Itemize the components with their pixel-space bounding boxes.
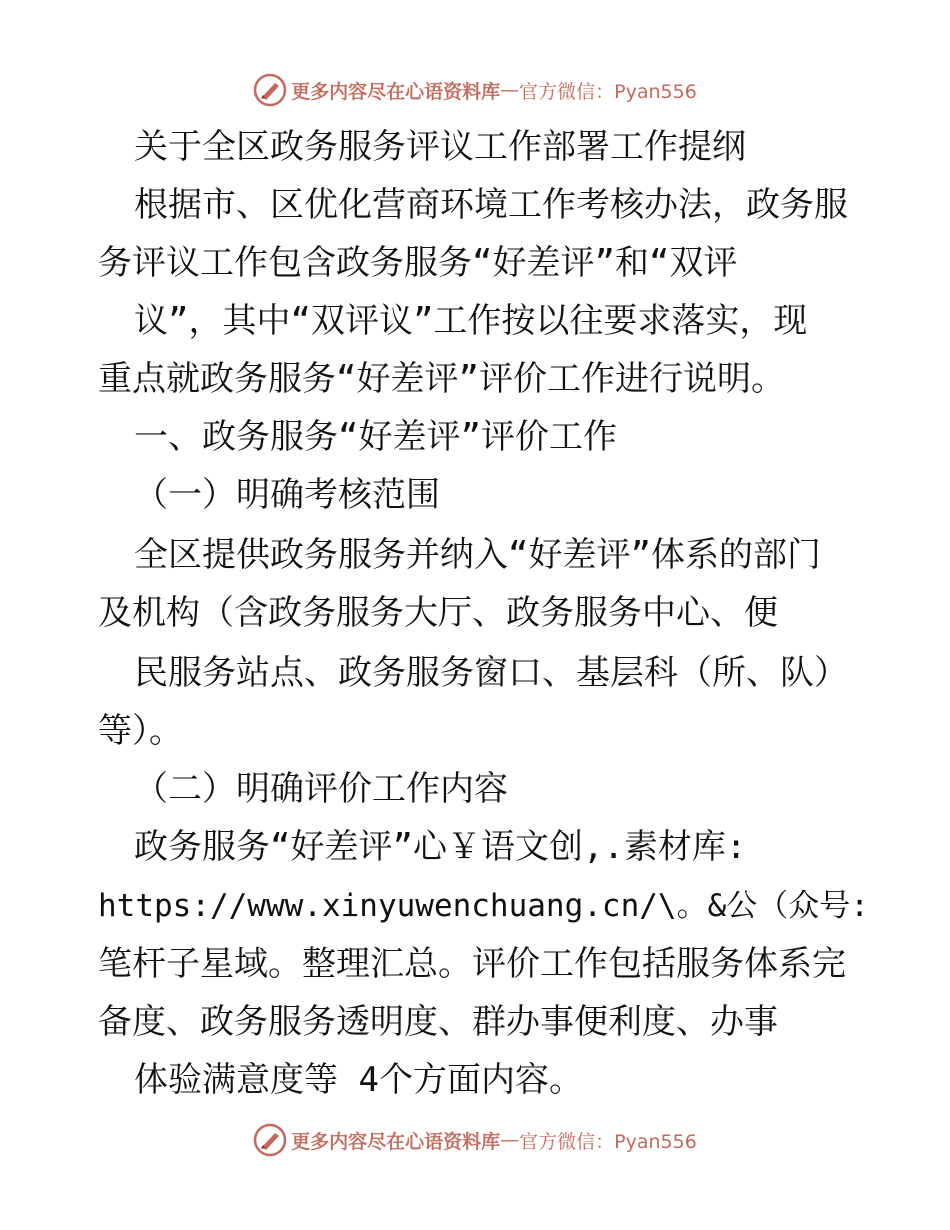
paragraph-line: https://www.xinyuwenchuang.cn/\。&公（众号: [98, 888, 869, 924]
subsection-heading: （一）明确考核范围 [134, 475, 440, 515]
paragraph-line: 体验满意度等 4个方面内容。 [134, 1060, 583, 1100]
paragraph-line: 及机构（含政务服务大厅、政务服务中心、便 [98, 593, 778, 633]
document-title: 关于全区政务服务评议工作部署工作提纲 [134, 127, 746, 167]
paragraph-line: 议”，其中“双评议”工作按以往要求落实，现 [134, 301, 808, 341]
watermark-separator: — [500, 79, 520, 101]
paragraph-line: 等）。 [98, 711, 183, 751]
paragraph-line: 备度、政务服务透明度、群办事便利度、办事 [98, 1002, 778, 1042]
subsection-heading: （二）明确评价工作内容 [134, 769, 508, 809]
paragraph-line: 政务服务“好差评”心￥语文创,.素材库: [134, 827, 747, 867]
watermark-banner-bottom [0, 1120, 950, 1160]
paragraph-line: 根据市、区优化营商环境工作考核办法，政务服 [134, 185, 848, 225]
section-heading: 一、政务服务“好差评”评价工作 [134, 417, 617, 457]
paragraph-line: 全区提供政务服务并纳入“好差评”体系的部门 [134, 535, 821, 575]
paragraph-line: 民服务站点、政务服务窗口、基层科（所、队） [134, 653, 848, 693]
watermark-main-text: 更多内容尽在心语资料库 [291, 80, 501, 103]
watermark-contact-text: 官方微信：Pyan556 [519, 1130, 697, 1153]
watermark-main-text: 更多内容尽在心语资料库 [291, 1130, 501, 1153]
watermark-separator: — [500, 1129, 520, 1151]
paragraph-line: 笔杆子星域。整理汇总。评价工作包括服务体系完 [98, 944, 846, 984]
paragraph-line: 重点就政务服务“好差评”评价工作进行说明。 [98, 359, 785, 399]
pen-seal-logo-icon [253, 73, 287, 107]
watermark-banner-top [0, 70, 950, 110]
pen-seal-logo-icon [253, 1123, 287, 1157]
paragraph-line: 务评议工作包含政务服务“好差评”和“双评 [98, 243, 738, 283]
watermark-contact-text: 官方微信：Pyan556 [519, 80, 697, 103]
